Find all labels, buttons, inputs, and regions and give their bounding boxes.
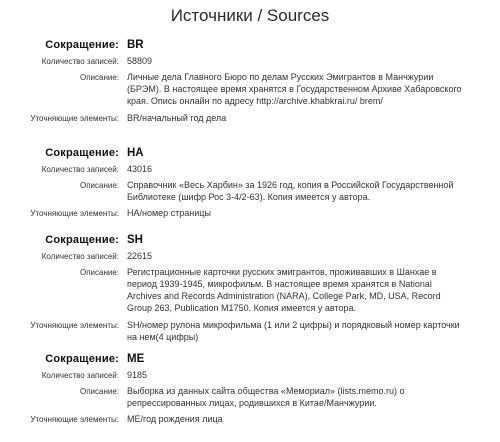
description-value: Справочник «Весь Харбин» за 1926 год, копия в Российской Государственной Библиотеке (шифр Рос 3-4/2-63). Копия имеется у автора. bbox=[127, 180, 454, 202]
refine-value: SH/номер рулона микрофильма (1 или 2 цифры) и порядковый номер карточки на нем(4 цифры) bbox=[127, 320, 460, 342]
description-label: Описание: bbox=[79, 73, 119, 82]
abbr-label: Сокращение: bbox=[45, 147, 119, 159]
abbr-value: ME bbox=[127, 353, 145, 365]
abbr-label: Сокращение: bbox=[45, 234, 119, 246]
count-label: Количество записей: bbox=[41, 371, 119, 380]
abbr-value: HA bbox=[127, 147, 144, 159]
source-entry-me bbox=[0, 352, 500, 426]
count-label: Количество записей: bbox=[41, 252, 119, 261]
source-entry-sh bbox=[0, 233, 500, 343]
refine-label: Уточняющие элементы: bbox=[30, 321, 119, 330]
source-entry-br bbox=[0, 38, 500, 125]
count-value: 9185 bbox=[127, 370, 148, 380]
description-value: Личные дела Главного Бюро по делам Русских Эмигрантов в Манчжурии (БРЭМ). В настоящее время хранятся в Государственном Архиве Хабаровского края. Опись онлайн по адресу http://archive.khabkrai.ru/ brem/ bbox=[127, 72, 462, 106]
refine-value: HA/номер страницы bbox=[127, 208, 211, 218]
abbr-label: Сокращение: bbox=[45, 39, 119, 51]
count-value: 22615 bbox=[127, 251, 153, 261]
count-value: 43016 bbox=[127, 164, 153, 174]
count-label: Количество записей: bbox=[41, 165, 119, 174]
refine-label: Уточняющие элементы: bbox=[30, 209, 119, 218]
description-value: Выборка из данных сайта общества «Мемориал» (lists.memo.ru) о репрессированных лицах, родившихся в Китае/Манчжурии. bbox=[127, 386, 405, 408]
refine-value: ME/год рождения лица bbox=[127, 414, 223, 424]
description-label: Описание: bbox=[79, 181, 119, 190]
description-value: Регистрационные карточки русских эмигрантов, проживавших в Шанхае в период 1939-1945, микрофильм. В настоящее время хранятся в National Archives and Records Administration (NARA), College Park, MD, USA, Record Group 263, Publication M1750. Копия имеется у автора. bbox=[127, 267, 441, 313]
refine-label: Уточняющие элементы: bbox=[30, 415, 119, 424]
description-label: Описание: bbox=[79, 387, 119, 396]
count-value: 58809 bbox=[127, 56, 153, 66]
abbr-value: BR bbox=[127, 39, 144, 51]
abbr-value: SH bbox=[127, 234, 143, 246]
abbr-label: Сокращение: bbox=[45, 353, 119, 365]
refine-value: BR/начальный год дела bbox=[127, 113, 227, 123]
refine-label: Уточняющие элементы: bbox=[30, 114, 119, 123]
count-label: Количество записей: bbox=[41, 57, 119, 66]
source-entry-ha bbox=[0, 146, 500, 220]
description-label: Описание: bbox=[79, 268, 119, 277]
page-title: Источники / Sources bbox=[170, 6, 330, 25]
